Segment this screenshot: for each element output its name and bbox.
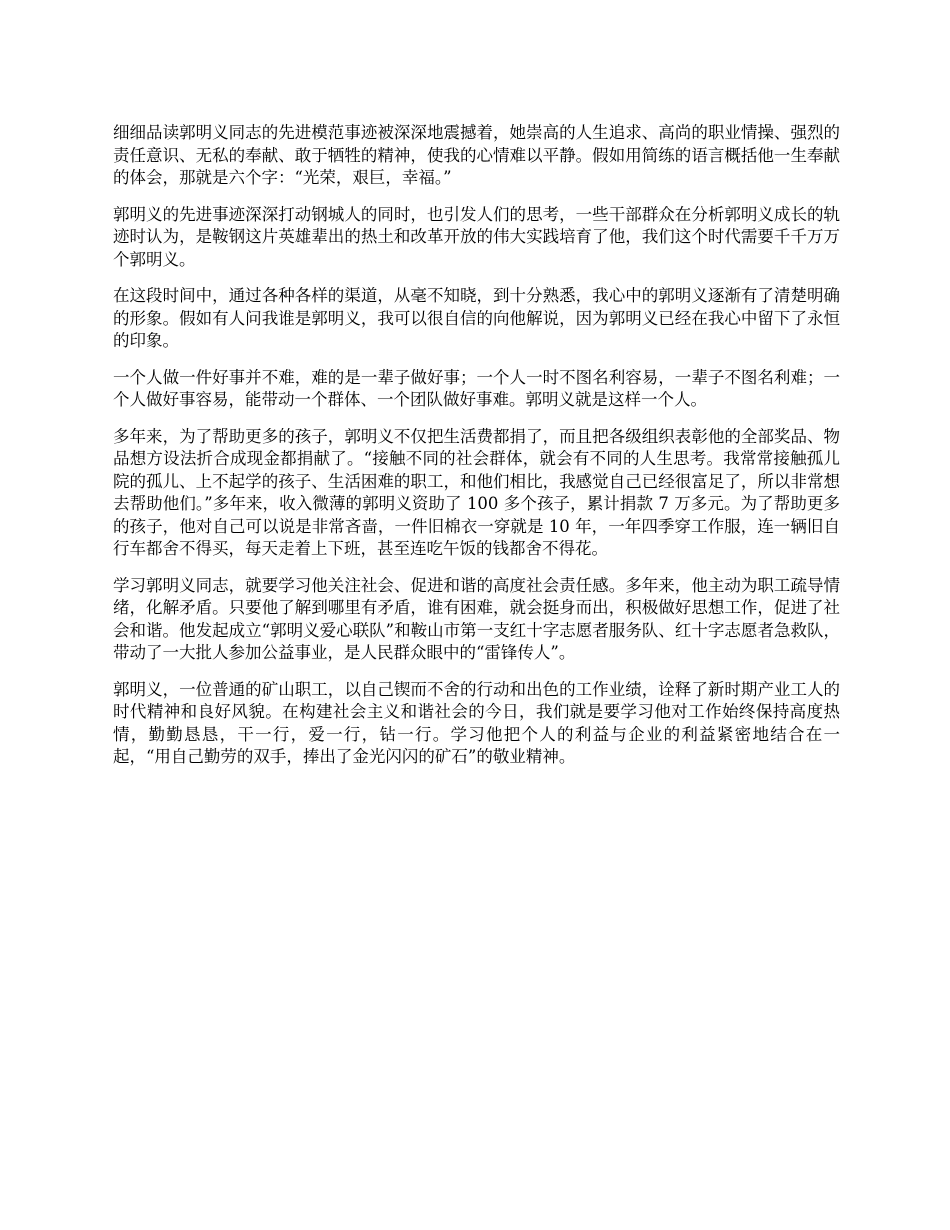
document-body	[113, 122, 840, 783]
paragraph-1: 细细品读郭明义同志的先进模范事迹被深深地震撼着，她崇高的人生追求、高尚的职业情操、强烈的责任意识、无私的奉献、敢于牺牲的精神，使我的心情难以平静。假如用简练的语言概括他一生奉献的体会，那就是六个字：“光荣，艰巨，幸福。”	[113, 123, 840, 187]
paragraph-4: 一个人做一件好事并不难，难的是一辈子做好事；一个人一时不图名利容易，一辈子不图名利难；一个人做好事容易，能带动一个群体、一个团队做好事难。郭明义就是这样一个人。	[113, 367, 840, 409]
paragraph-3: 在这段时间中，通过各种各样的渠道，从毫不知晓，到十分熟悉，我心中的郭明义逐渐有了清楚明确的形象。假如有人问我谁是郭明义，我可以很自信的向他解说，因为郭明义已经在我心中留下了永恒的印象。	[113, 286, 840, 350]
paragraph-5: 多年来，为了帮助更多的孩子，郭明义不仅把生活费都捐了，而且把各级组织表彰他的全部奖品、物品想方设法折合成现金都捐献了。“接触不同的社会群体，就会有不同的人生思考。我常常接触孤儿院的孤儿、上不起学的孩子、生活困难的职工，和他们相比，我感觉自己已经很富足了，所以非常想去帮助他们。”多年来，收入微薄的郭明义资助了 100 多个孩子，累计捐款 7 万多元。为了帮助更多的孩子，他对自己可以说是非常吝啬，一件旧棉衣一穿就是 10 年，一年四季穿工作服，连一辆旧自行车都舍不得买，每天走着上下班，甚至连吃午饭的钱都舍不得花。	[113, 426, 840, 558]
paragraph-6: 学习郭明义同志，就要学习他关注社会、促进和谐的高度社会责任感。多年来，他主动为职工疏导情绪，化解矛盾。只要他了解到哪里有矛盾，谁有困难，就会挺身而出，积极做好思想工作，促进了社会和谐。他发起成立“郭明义爱心联队”和鞍山市第一支红十字志愿者服务队、红十字志愿者急救队，带动了一大批人参加公益事业，是人民群众眼中的“雷锋传人”。	[113, 575, 840, 662]
paragraph-7: 郭明义，一位普通的矿山职工，以自己锲而不舍的行动和出色的工作业绩，诠释了新时期产业工人的时代精神和良好风貌。在构建社会主义和谐社会的今日，我们就是要学习他对工作始终保持高度热情，勤勤恳恳，干一行，爱一行，钻一行。学习他把个人的利益与企业的利益紧密地结合在一起，“用自己勤劳的双手，捧出了金光闪闪的矿石”的敬业精神。	[113, 679, 840, 766]
paragraph-2: 郭明义的先进事迹深深打动钢城人的同时，也引发人们的思考，一些干部群众在分析郭明义成长的轨迹时认为，是鞍钢这片英雄辈出的热土和改革开放的伟大实践培育了他，我们这个时代需要千千万万个郭明义。	[113, 204, 840, 269]
